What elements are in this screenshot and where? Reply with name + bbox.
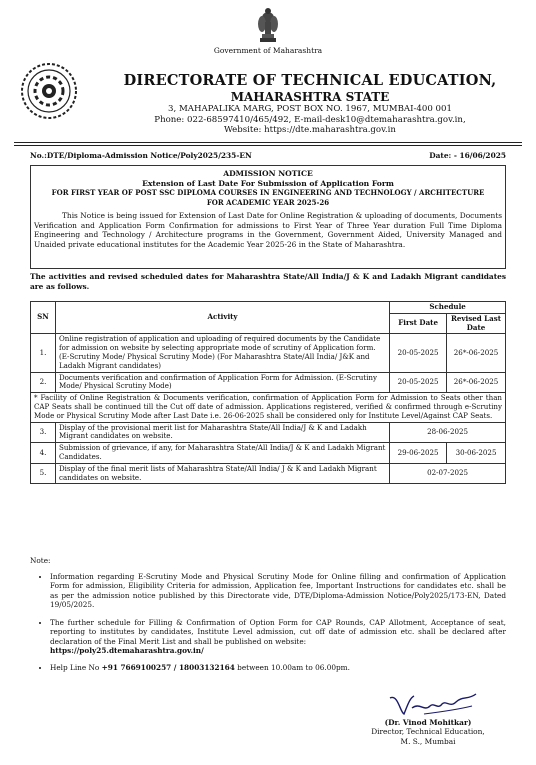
header-schedule: Schedule bbox=[390, 302, 506, 314]
directorate-title: DIRECTORATE OF TECHNICAL EDUCATION, bbox=[123, 72, 497, 89]
row-first-date: 29-06-2025 bbox=[390, 443, 447, 464]
table-row bbox=[31, 372, 506, 393]
helpline-prefix: Help Line No bbox=[50, 662, 100, 672]
notice-subtitle: Extension of Last Date For Submission of Application Form bbox=[142, 178, 394, 188]
header-sn: SN bbox=[31, 302, 56, 334]
signatory-place: M. S., Mumbai bbox=[400, 736, 456, 746]
helpline-numbers: +91 7669100257 / 18003132164 bbox=[101, 662, 235, 672]
dte-logo-icon bbox=[20, 62, 78, 120]
row-date: 02-07-2025 bbox=[390, 463, 506, 484]
table-row bbox=[31, 463, 506, 484]
address-line: 3, MAHAPALIKA MARG, POST BOX NO. 1967, MUMBAI-400 001 bbox=[168, 104, 452, 114]
note-item bbox=[50, 663, 506, 673]
contact-line: Phone: 022-68597410/465/492, E-mail-desk10@dtemaharashtra.gov.in, bbox=[154, 114, 466, 125]
row-date: 28-06-2025 bbox=[390, 422, 506, 443]
state-emblem-icon bbox=[256, 4, 280, 46]
notice-title-box bbox=[30, 165, 506, 269]
schedule-intro: The activities and revised scheduled dates for Maharashtra State/All India/J & K and Ladakh Migrant candidates are as follows. bbox=[30, 272, 506, 291]
row-sn: 2. bbox=[31, 372, 56, 393]
reference-line bbox=[30, 151, 506, 160]
table-row bbox=[31, 443, 506, 464]
signatory-name: (Dr. Vinod Mohitkar) bbox=[384, 718, 472, 727]
row-activity: Online registration of application and uploading of required documents by the Candidate for admission on website by selecting appropriate mode of scrutiny of Application form. (E-Scrutiny Mode/ Physical Scrutiny Mode) (For Maharashtra State/All India/ J&K and Ladakh Migrant candidates) bbox=[55, 334, 389, 372]
row-sn: 4. bbox=[31, 443, 56, 464]
table-row bbox=[31, 422, 506, 443]
signatory-designation: Director, Technical Education, bbox=[371, 727, 485, 737]
admission-website-link[interactable]: https://poly25.dtemaharashtra.gov.in/ bbox=[50, 646, 204, 655]
address-block bbox=[84, 104, 536, 136]
header-first-date: First Date bbox=[390, 313, 447, 334]
row-activity: Submission of grievance, if any, for Maharashtra State/All India/J & K and Ladakh Migrant Candidates. bbox=[55, 443, 389, 464]
row-sn: 3. bbox=[31, 422, 56, 443]
row-sn: 5. bbox=[31, 463, 56, 484]
row-first-date: 20-05-2025 bbox=[390, 334, 447, 372]
header-revised-date: Revised Last Date bbox=[447, 313, 506, 334]
row-revised-date: 26*-06-2025 bbox=[447, 334, 506, 372]
row-activity: Display of the provisional merit list for Maharashtra State/All India/J & K and Ladakh Migrant candidates on website. bbox=[55, 422, 389, 443]
table-row bbox=[31, 334, 506, 372]
website-line: Website: https://dte.maharashtra.gov.in bbox=[224, 125, 396, 135]
note-item: • Information regarding E-Scrutiny Mode and Physical Scrutiny Mode for Online filling and confirmation of Application Form for admission, Eligibility Criteria for admission, Application fee, Important Instructions for candidates etc. shall be as per the admission notice published by this Directorate vide, DTE/Diploma-Admission Notice/Poly2025/173-EN, Dated 19/05/2025. bbox=[50, 572, 506, 610]
row-sn: 1. bbox=[31, 334, 56, 372]
schedule-table bbox=[30, 301, 506, 484]
course-line-2: FOR ACADEMIC YEAR 2025-26 bbox=[206, 197, 330, 207]
notice-date: Date: - 16/06/2025 bbox=[429, 151, 506, 160]
notes-section bbox=[30, 556, 506, 680]
header-divider-thin bbox=[14, 145, 522, 146]
row-revised-date: 26*-06-2025 bbox=[447, 372, 506, 393]
notes-list bbox=[30, 572, 506, 673]
reference-number: No.:DTE/Diploma-Admission Notice/Poly2025/235-EN bbox=[30, 151, 252, 160]
government-label: Government of Maharashtra bbox=[213, 46, 323, 55]
notice-title: ADMISSION NOTICE bbox=[223, 169, 313, 178]
signature-block bbox=[360, 718, 496, 746]
note-text: The further schedule for Filling & Confirmation of Option Form for CAP Rounds, CAP Allotment, Acceptance of seat, reporting to institutes by candidates, Institute Level admission, cut off date of admission etc. shall be declared after declaration of the Final Merit List and shall be published on website: bbox=[50, 617, 506, 646]
intro-paragraph: This Notice is being issued for Extension of Last Date for Online Registration & uploading of documents, Documents Verification and Application Form Confirmation for admissions to First Year of Three Year duration Full Time Diploma Engineering and Technology / Architecture programs in the Government, Government Aided, University Managed and Unaided private educational institutes for the Academic Year 2025-26 in the State of Maharashtra. bbox=[34, 211, 502, 249]
header-activity: Activity bbox=[55, 302, 389, 334]
row-activity: Documents verification and confirmation of Application Form for Admission. (E-Scrutiny Mode/ Physical Scrutiny Mode) bbox=[55, 372, 389, 393]
helpline-suffix: between 10.00am to 06.00pm. bbox=[237, 662, 350, 672]
course-line-1: FOR FIRST YEAR OF POST SSC DIPLOMA COURSES IN ENGINEERING AND TECHNOLOGY / ARCHITECTURE bbox=[51, 188, 485, 197]
table-footnote-row bbox=[31, 393, 506, 422]
row-revised-date: 30-06-2025 bbox=[447, 443, 506, 464]
note-item bbox=[50, 618, 506, 656]
notes-label: Note: bbox=[30, 556, 51, 565]
table-footnote: * Facility of Online Registration & Documents verification, confirmation of Application Form for Admission to Seats other than CAP Seats shall be continued till the Cut off date of admission. Applications registered, verified & confirmed through e-Scrutiny Mode or Physical Scrutiny Mode after Last Date i.e. 26-06-2025 shall be considered only for Institute Level/Against CAP Seats. bbox=[31, 393, 506, 422]
row-activity: Display of the final merit lists of Maharashtra State/All India/ J & K and Ladakh Migrant candidates on website. bbox=[55, 463, 389, 484]
state-title: MAHARASHTRA STATE bbox=[230, 90, 390, 104]
header-divider bbox=[14, 142, 522, 143]
row-first-date: 20-05-2025 bbox=[390, 372, 447, 393]
